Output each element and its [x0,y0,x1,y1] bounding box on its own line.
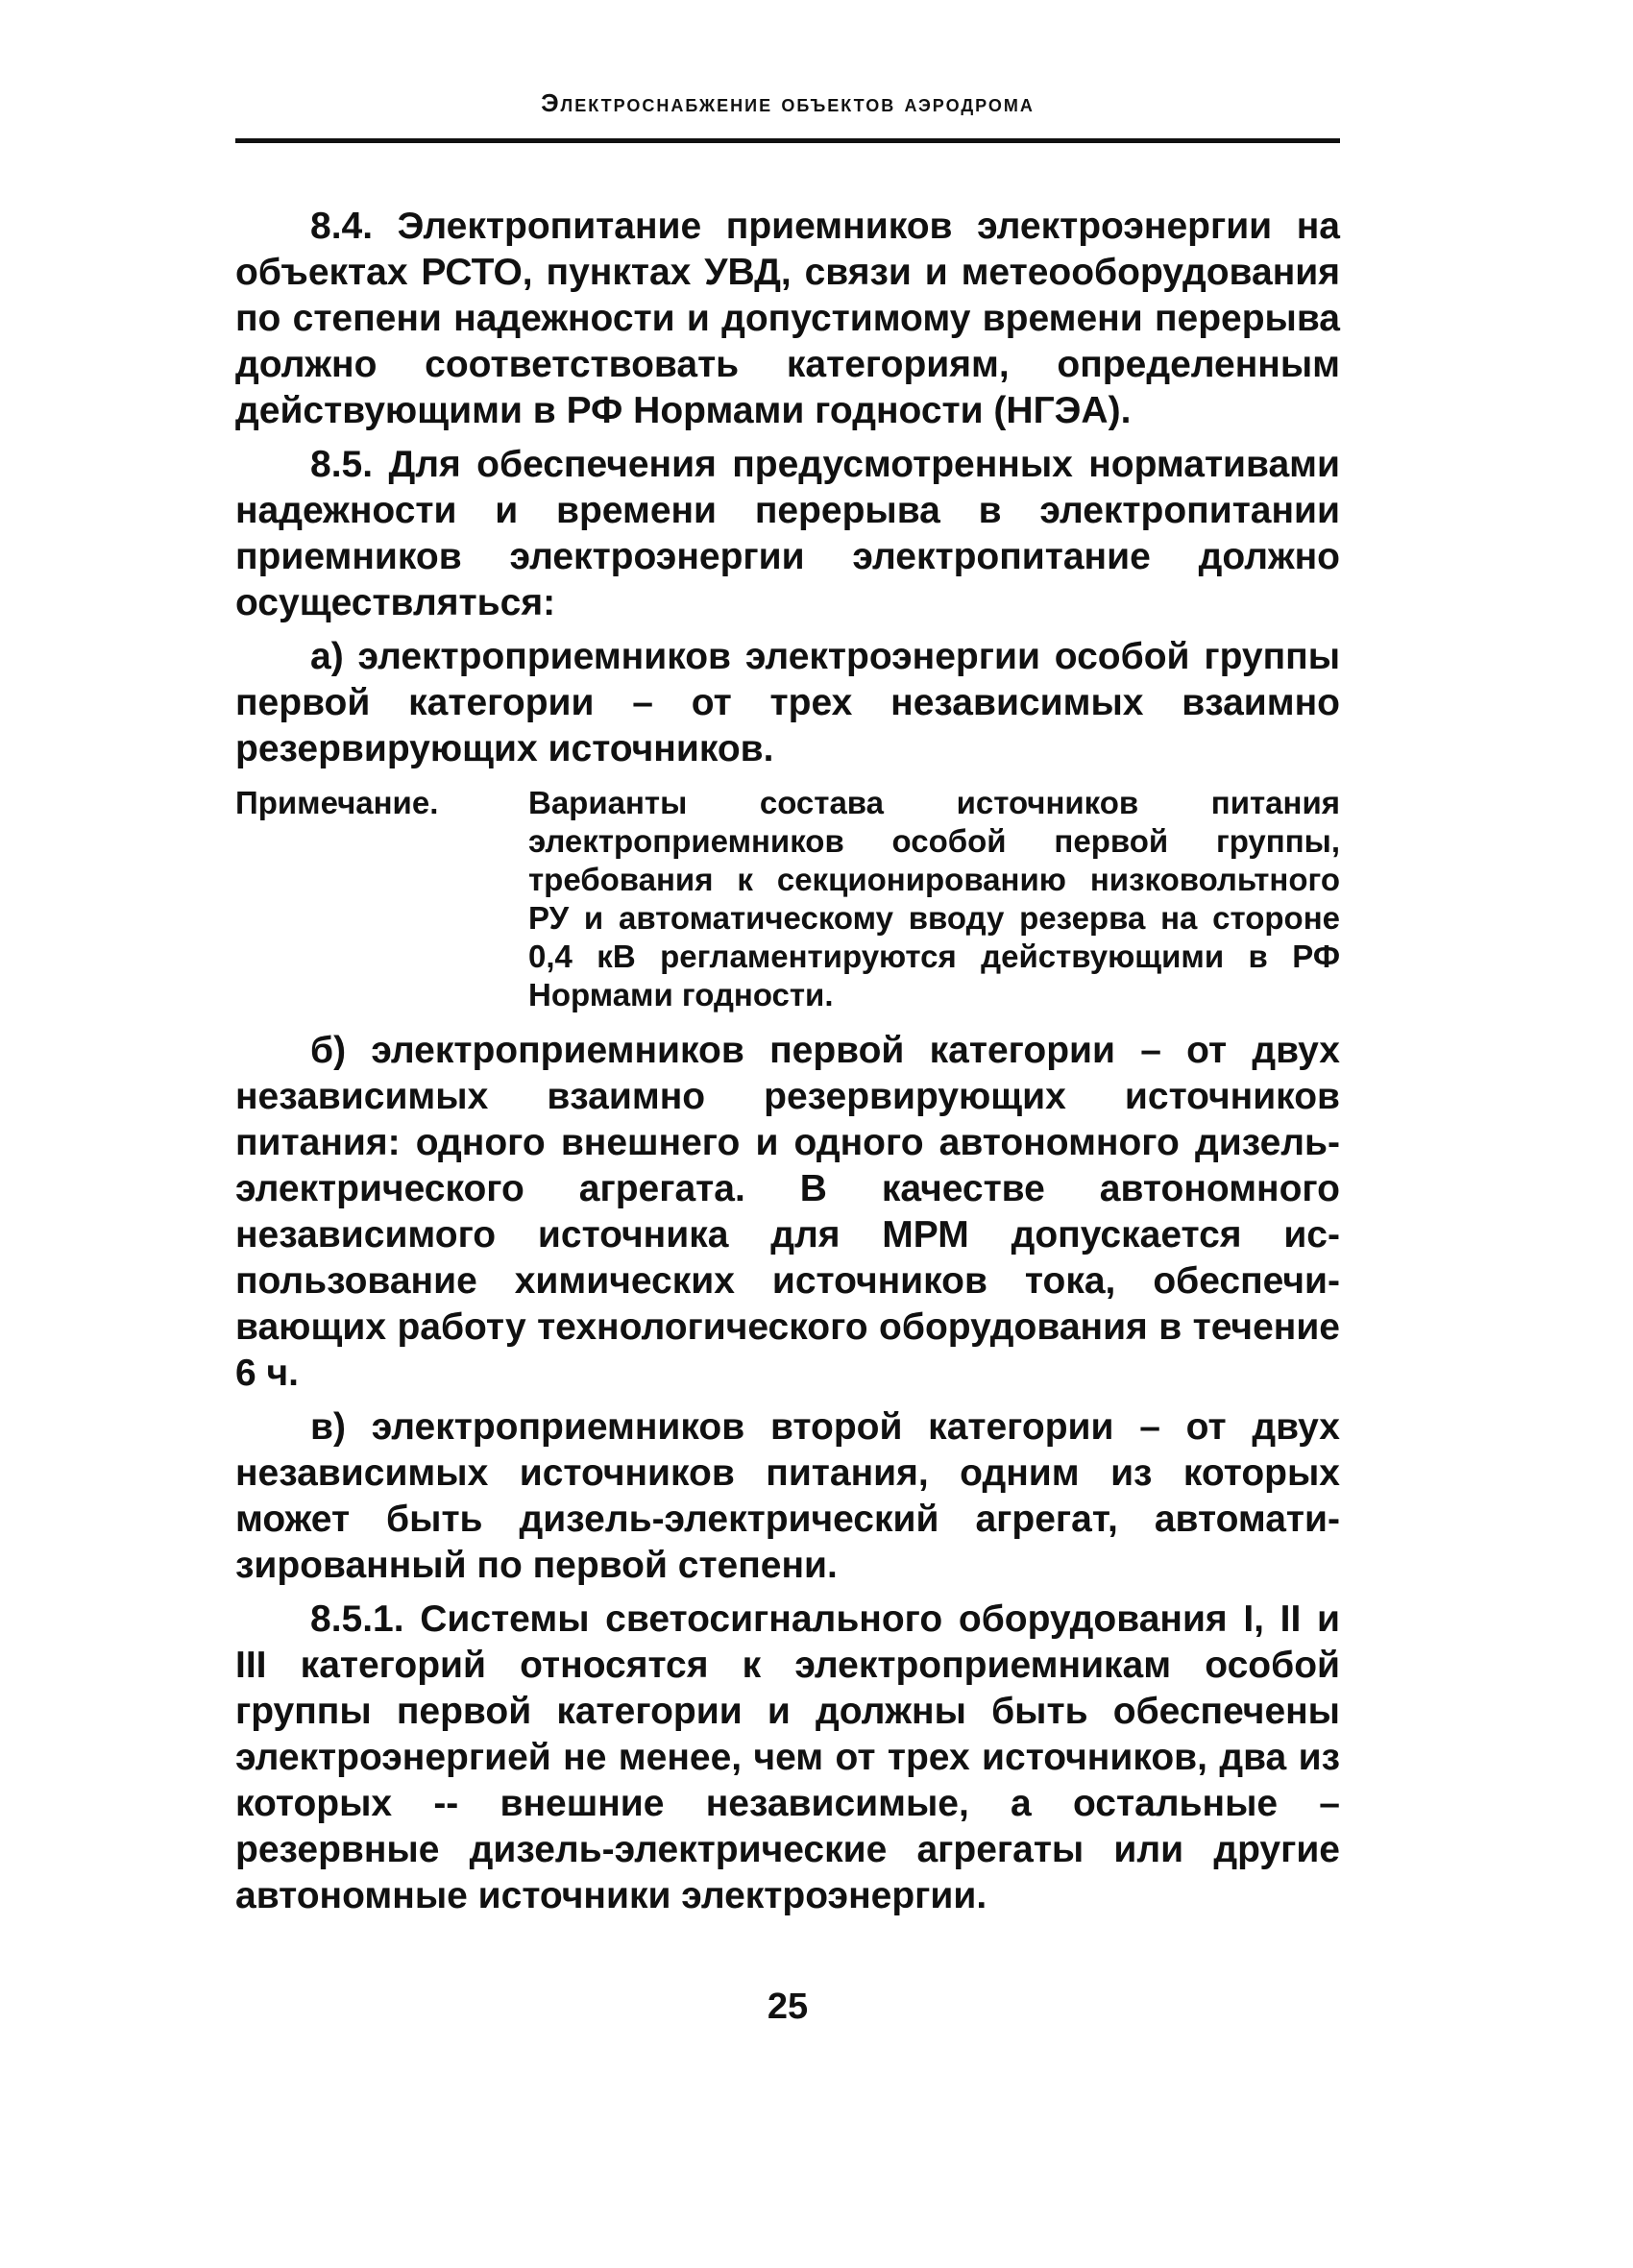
paragraph-8-5: 8.5. Для обеспечения предусмотренных нормативами надежности и времени перерыва в электропитании приемников электроэнергии электропитание должно осуществляться: [235,444,1340,623]
note-block [235,784,1340,1014]
paragraph-8-5-1: 8.5.1. Системы светосигнального оборудования I, II и III категорий относятся к электроприемникам особой группы первой категории и должны быть обеспечены электроэнергией не менее, чем от трех источников, два из которых -- внешние независимые, а остальные – резервные дизель-электрические агрегаты или другие автономные источники электроэнергии. [235,1598,1340,1916]
note-text: Варианты состава источников питания электроприемников особой первой группы, требования к секционированию низковольтного РУ и автоматическому вводу резерва на стороне 0,4 кВ регламентируются действующими в РФ Нормами годности. [528,785,1340,1012]
paragraph-item-a: а) электроприемников электроэнергии особой группы первой категории – от трех независимых взаимно резервирующих источников. [235,636,1340,769]
body-text [235,204,1340,1919]
note-label: Примечание. [235,785,439,820]
page-number: 25 [767,1987,809,2027]
document-page [235,0,1340,2268]
paragraph-item-v: в) электроприемников второй категории – от двух независимых источников питания, одним из которых может быть дизель-электрический агрегат, автоматизированный по первой степени. [235,1406,1340,1586]
running-header: Электроснабжение объектов аэродрома [541,88,1035,117]
paragraph-8-4: 8.4. Электропитание приемников электроэнергии на объектах РСТО, пунктах УВД, связи и метеооборудования по степени надежности и допустимому времени перерыва должно соответствовать категориям, определенным действующими в РФ Нормами годности (НГЭА). [235,206,1340,431]
header-rule [235,138,1340,143]
paragraph-item-b: б) электроприемников первой категории – от двух независимых взаимно резервирующих источников питания: одного внешнего и одного автономного дизель-электрического агрегата. В качестве автономного независимого источника для МРМ допускается использование химических источников тока, обеспечивающих работу технологического оборудования в течение 6 ч. [235,1030,1340,1394]
